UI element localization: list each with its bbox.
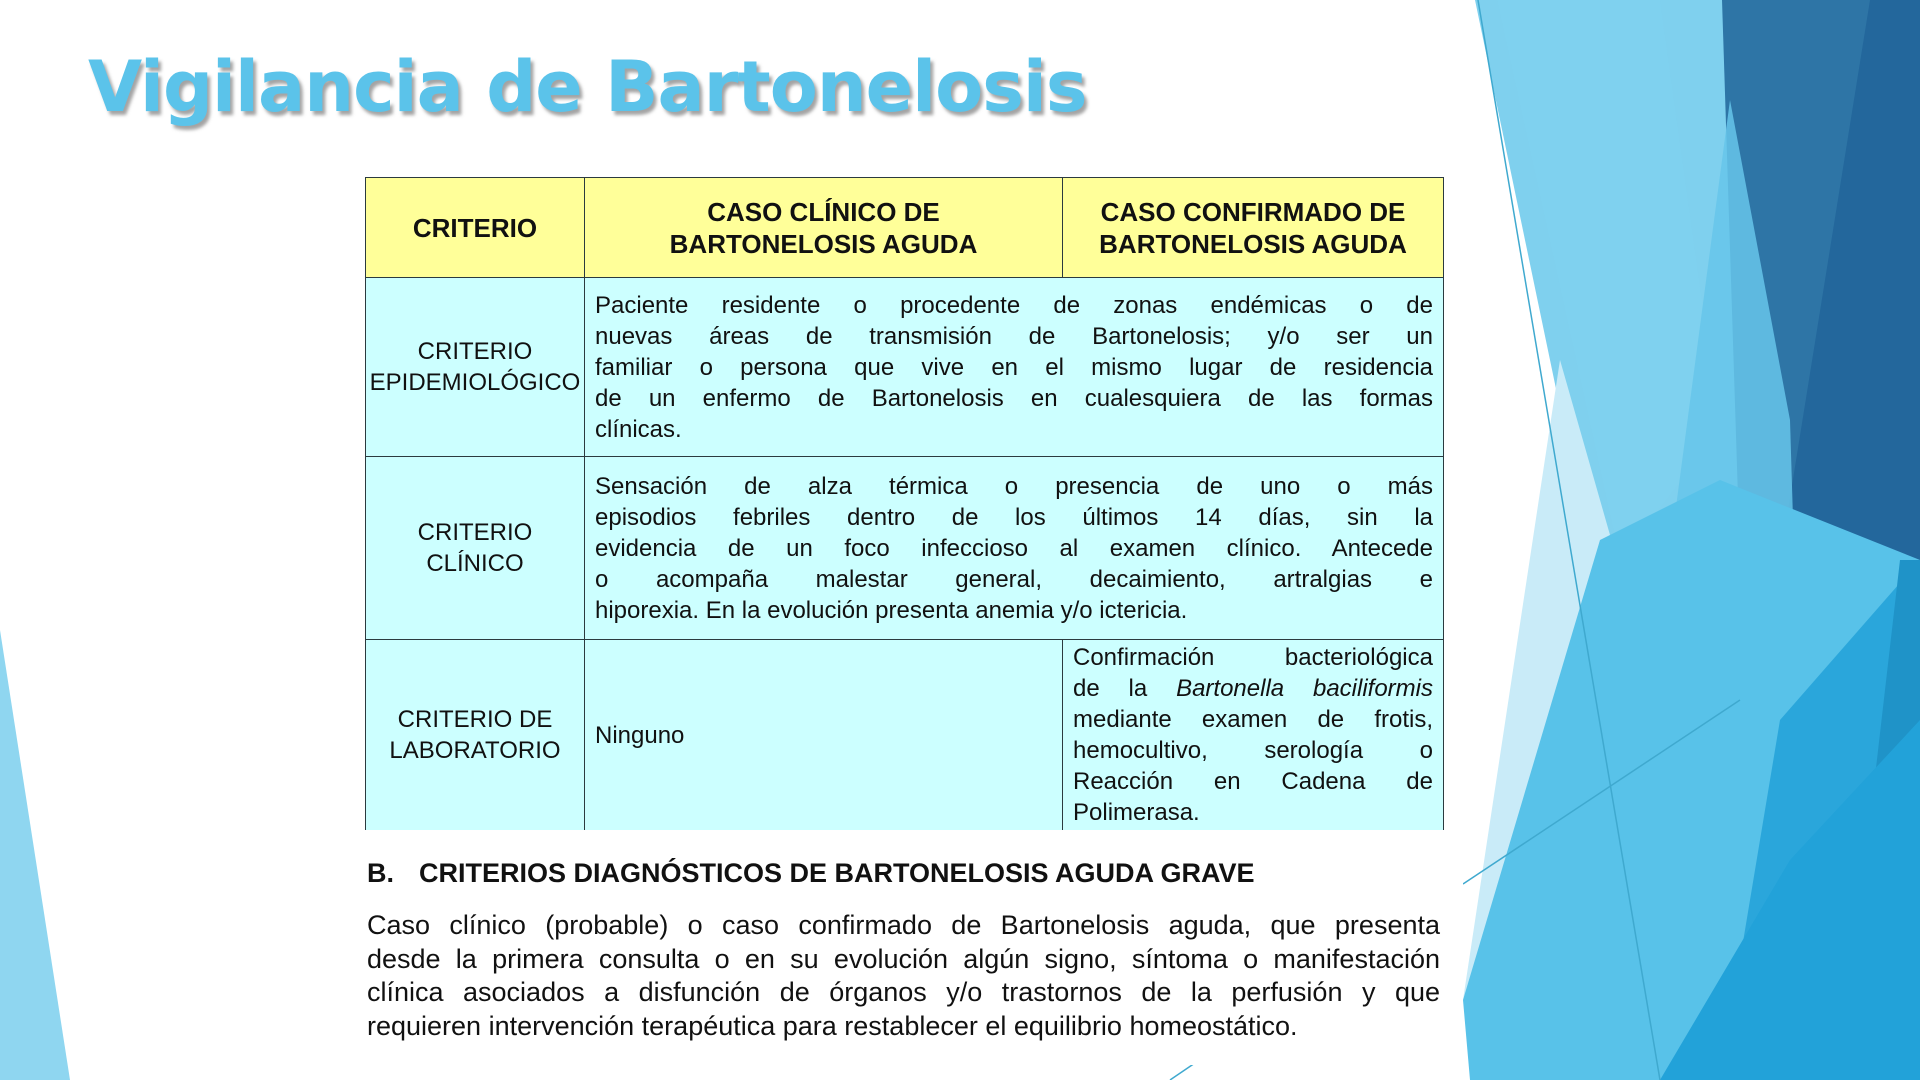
criterio-epidemiologico-label: CRITERIO EPIDEMIOLÓGICO xyxy=(366,278,585,457)
criterio-clinico-description: Sensación de alza térmica o presencia de uno o más episodios febriles dentro de los últimos 14 días, sin la evidencia de un foco infeccioso al examen clínico. Antecede o acompaña malestar general, decaimiento, artralgias e hiporexia. En la evolución presenta anemia y/o ictericia. xyxy=(585,457,1444,640)
line-with-italic-species: de la Bartonella baciliformis xyxy=(1073,675,1433,702)
table-row xyxy=(366,640,1444,831)
header-caso-confirmado: CASO CONFIRMADO DE BARTONELOSIS AGUDA xyxy=(1063,178,1444,278)
criterio-laboratorio-label: CRITERIO DE LABORATORIO xyxy=(366,640,585,831)
header-criterio: CRITERIO xyxy=(366,178,585,278)
slide-title: Vigilancia de Bartonelosis xyxy=(88,46,1087,128)
header-caso-clinico: CASO CLÍNICO DE BARTONELOSIS AGUDA xyxy=(585,178,1063,278)
section-b-heading: B. CRITERIOS DIAGNÓSTICOS DE BARTONELOSIS AGUDA GRAVE xyxy=(367,858,1255,888)
section-b-body: Caso clínico (probable) o caso confirmado de Bartonelosis aguda, que presenta desde la primera consulta o en su evolución algún signo, síntoma o manifestación clínica asociados a disfunción de órganos y/o trastornos de la perfusión y que requieren intervención terapéutica para restablecer el equilibrio homeostático. xyxy=(367,910,1440,1041)
table-row xyxy=(366,457,1444,640)
laboratorio-caso-clinico: Ninguno xyxy=(585,640,1063,831)
criterio-epidemiologico-description: Paciente residente o procedente de zonas endémicas o de nuevas áreas de transmisión de Bartonelosis; y/o ser un familiar o persona que vive en el mismo lugar de residencia de un enfermo de Bartonelosis en cualesquiera de las formas clínicas. xyxy=(585,278,1444,457)
criteria-table xyxy=(365,177,1444,830)
species-name: Bartonella baciliformis xyxy=(1176,675,1433,702)
laboratorio-caso-confirmado: Confirmación bacteriológica de la Bartonella baciliformis mediante examen de frotis, hemocultivo, serología o Reacción en Cadena de Polimerasa. xyxy=(1063,640,1444,831)
table-header-row xyxy=(366,178,1444,278)
table-row xyxy=(366,278,1444,457)
criterio-clinico-label: CRITERIO CLÍNICO xyxy=(366,457,585,640)
